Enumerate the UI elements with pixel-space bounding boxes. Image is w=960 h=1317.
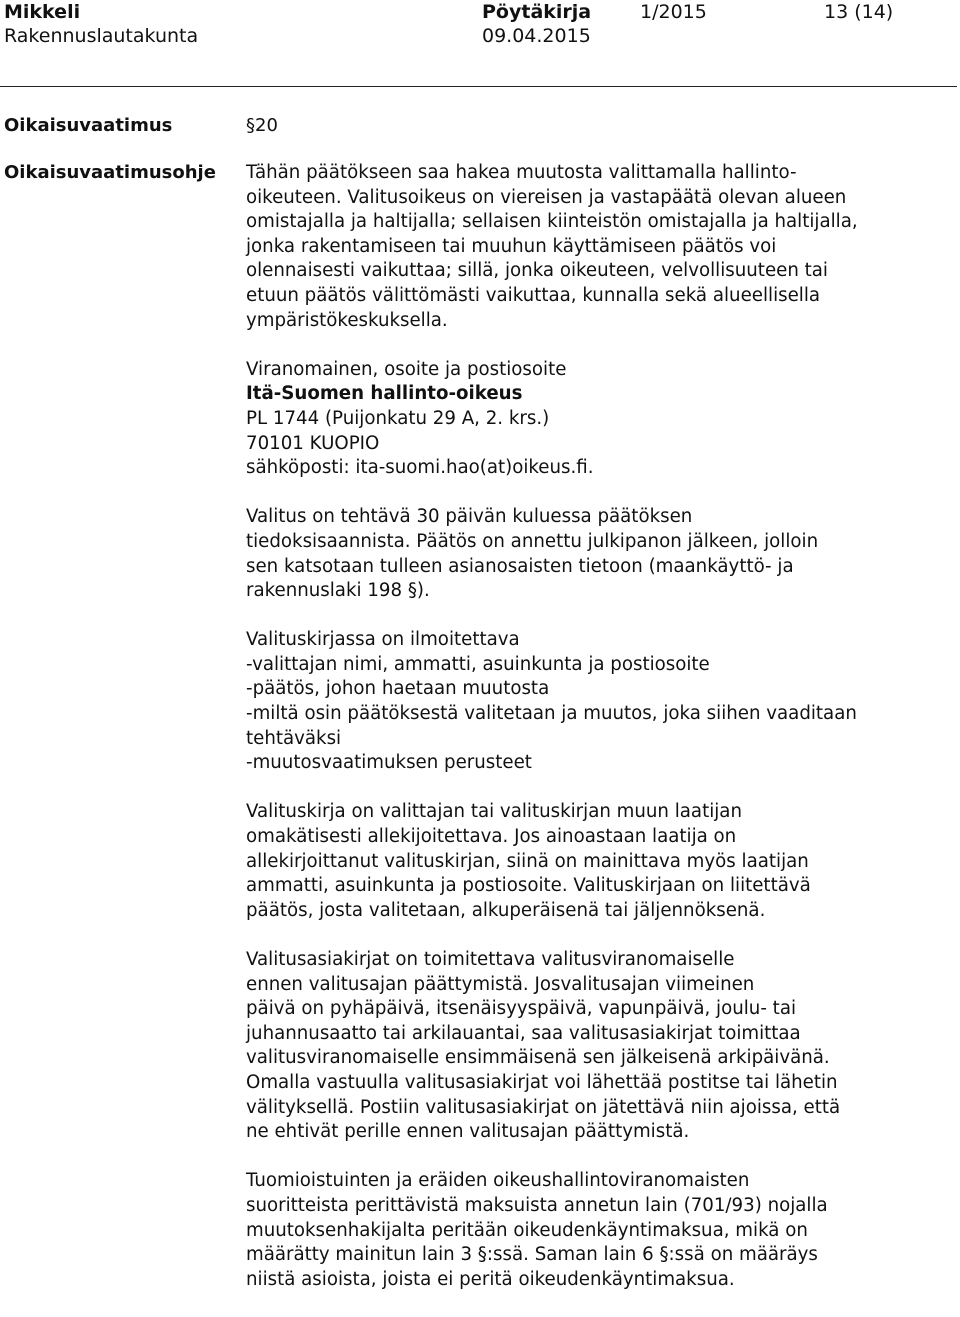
instruction-body xyxy=(246,161,946,1317)
header-doc-number: 1/2015 xyxy=(640,1,707,23)
list-item: -valittajan nimi, ammatti, asuinkunta ja postiosoite xyxy=(246,653,710,675)
text-line: ennen valitusajan päättymistä. Josvalitusajan viimeinen xyxy=(246,973,755,995)
authority-name: Itä-Suomen hallinto-oikeus xyxy=(246,383,523,405)
header-org: Mikkeli xyxy=(4,1,81,23)
text-line: omakätisesti allekijoitettava. Jos ainoastaan laatija on xyxy=(246,826,737,848)
text-line: päätös, josta valitetaan, alkuperäisenä tai jäljennöksenä. xyxy=(246,899,766,921)
header-unit: Rakennuslautakunta xyxy=(4,25,199,47)
signature-paragraph xyxy=(246,800,946,923)
text-line: sen katsotaan tulleen asianosaisten tietoon (maankäyttö- ja xyxy=(246,555,794,577)
list-item: -muutosvaatimuksen perusteet xyxy=(246,752,532,774)
text-line: Valitusasiakirjat on toimitettava valitusviranomaiselle xyxy=(246,949,735,970)
text-line: määrätty mainitun lain 3 §:ssä. Saman lain 6 §:ssä on määräys xyxy=(246,1244,818,1266)
text-line: jonka rakentamiseen tai muuhun käyttämiseen päätös voi xyxy=(246,235,777,257)
authority-email: sähköposti: ita-suomi.hao(at)oikeus.fi. xyxy=(246,457,594,479)
header-doc-block xyxy=(482,0,591,48)
text-line: Omalla vastuulla valitusasiakirjat voi lähettää postitse tai lähetin xyxy=(246,1071,838,1093)
text-line: ammatti, asuinkunta ja postiosoite. Valituskirjaan on liitettävä xyxy=(246,875,811,897)
text-line: omistajalla ja haltijalla; sellaisen kiinteistön omistajalla ja haltijalla, xyxy=(246,211,858,233)
text-line: Valitus on tehtävä 30 päivän kuluessa päätöksen xyxy=(246,506,693,528)
contents-list xyxy=(246,628,946,776)
text-line: suoritteista perittävistä maksuista annetun lain (701/93) nojalla xyxy=(246,1194,828,1216)
text-line: ympäristökeskuksella. xyxy=(246,309,448,331)
text-line: muutoksenhakijalta peritään oikeudenkäyntimaksua, mikä on xyxy=(246,1219,808,1241)
text-line: valitusviranomaiselle ensimmäisenä sen jälkeisenä arkipäivänä. xyxy=(246,1047,830,1069)
text-line: oikeuteen. Valitusoikeus on viereisen ja vastapäätä olevan alueen xyxy=(246,186,847,208)
text-line: Valituskirjassa on ilmoitettava xyxy=(246,629,520,651)
section-number: §20 xyxy=(246,115,278,136)
text-line: ne ehtivät perille ennen valitusajan päättymistä. xyxy=(246,1121,690,1143)
header-date: 09.04.2015 xyxy=(482,25,591,47)
text-line: Valituskirja on valittajan tai valituskirjan muun laatijan xyxy=(246,801,742,823)
deadline-paragraph xyxy=(246,505,946,603)
list-item: -miltä osin päätöksestä valitetaan ja muutos, joka siihen vaaditaan xyxy=(246,703,857,725)
delivery-paragraph xyxy=(246,948,946,1145)
text-line: rakennuslaki 198 §). xyxy=(246,580,430,602)
text-line: välityksellä. Postiin valitusasiakirjat on jätettävä niin ajoissa, että xyxy=(246,1096,841,1118)
text-line: Tähän päätökseen saa hakea muutosta valittamalla hallinto- xyxy=(246,162,797,183)
intro-paragraph xyxy=(246,161,946,333)
authority-po-box: PL 1744 (Puijonkatu 29 A, 2. krs.) xyxy=(246,407,550,429)
text-line: Tuomioistuinten ja eräiden oikeushallintoviranomaisten xyxy=(246,1170,750,1192)
text-line: allekirjoittanut valituskirjan, siinä on mainittava myös laatijan xyxy=(246,850,809,872)
list-item: -päätös, johon haetaan muutosta xyxy=(246,678,550,700)
header-org-block xyxy=(4,0,198,48)
header-divider xyxy=(0,86,957,87)
text-line: etuun päätös välittömästi vaikuttaa, kunnalla sekä alueellisella xyxy=(246,284,821,306)
text-line: juhannusaatto tai arkilauantai, saa valitusasiakirjat toimittaa xyxy=(246,1022,801,1044)
authority-postal: 70101 KUOPIO xyxy=(246,432,380,454)
section-title: Oikaisuvaatimus xyxy=(4,115,173,136)
text-line: olennaisesti vaikuttaa; sillä, jonka oikeuteen, velvollisuuteen tai xyxy=(246,260,828,282)
authority-block xyxy=(246,358,946,481)
text-line: päivä on pyhäpäivä, itsenäisyyspäivä, vapunpäivä, joulu- tai xyxy=(246,998,797,1020)
instruction-heading: Oikaisuvaatimusohje xyxy=(4,162,216,183)
list-item: tehtäväksi xyxy=(246,727,342,749)
authority-label: Viranomainen, osoite ja postiosoite xyxy=(246,358,567,380)
header-page-number: 13 (14) xyxy=(824,1,894,23)
text-line: tiedoksisaannista. Päätös on annettu julkipanon jälkeen, jolloin xyxy=(246,530,819,552)
header-doc-type: Pöytäkirja xyxy=(482,1,592,23)
text-line: niistä asioista, joista ei peritä oikeudenkäyntimaksua. xyxy=(246,1268,735,1290)
fees-paragraph xyxy=(246,1169,946,1292)
